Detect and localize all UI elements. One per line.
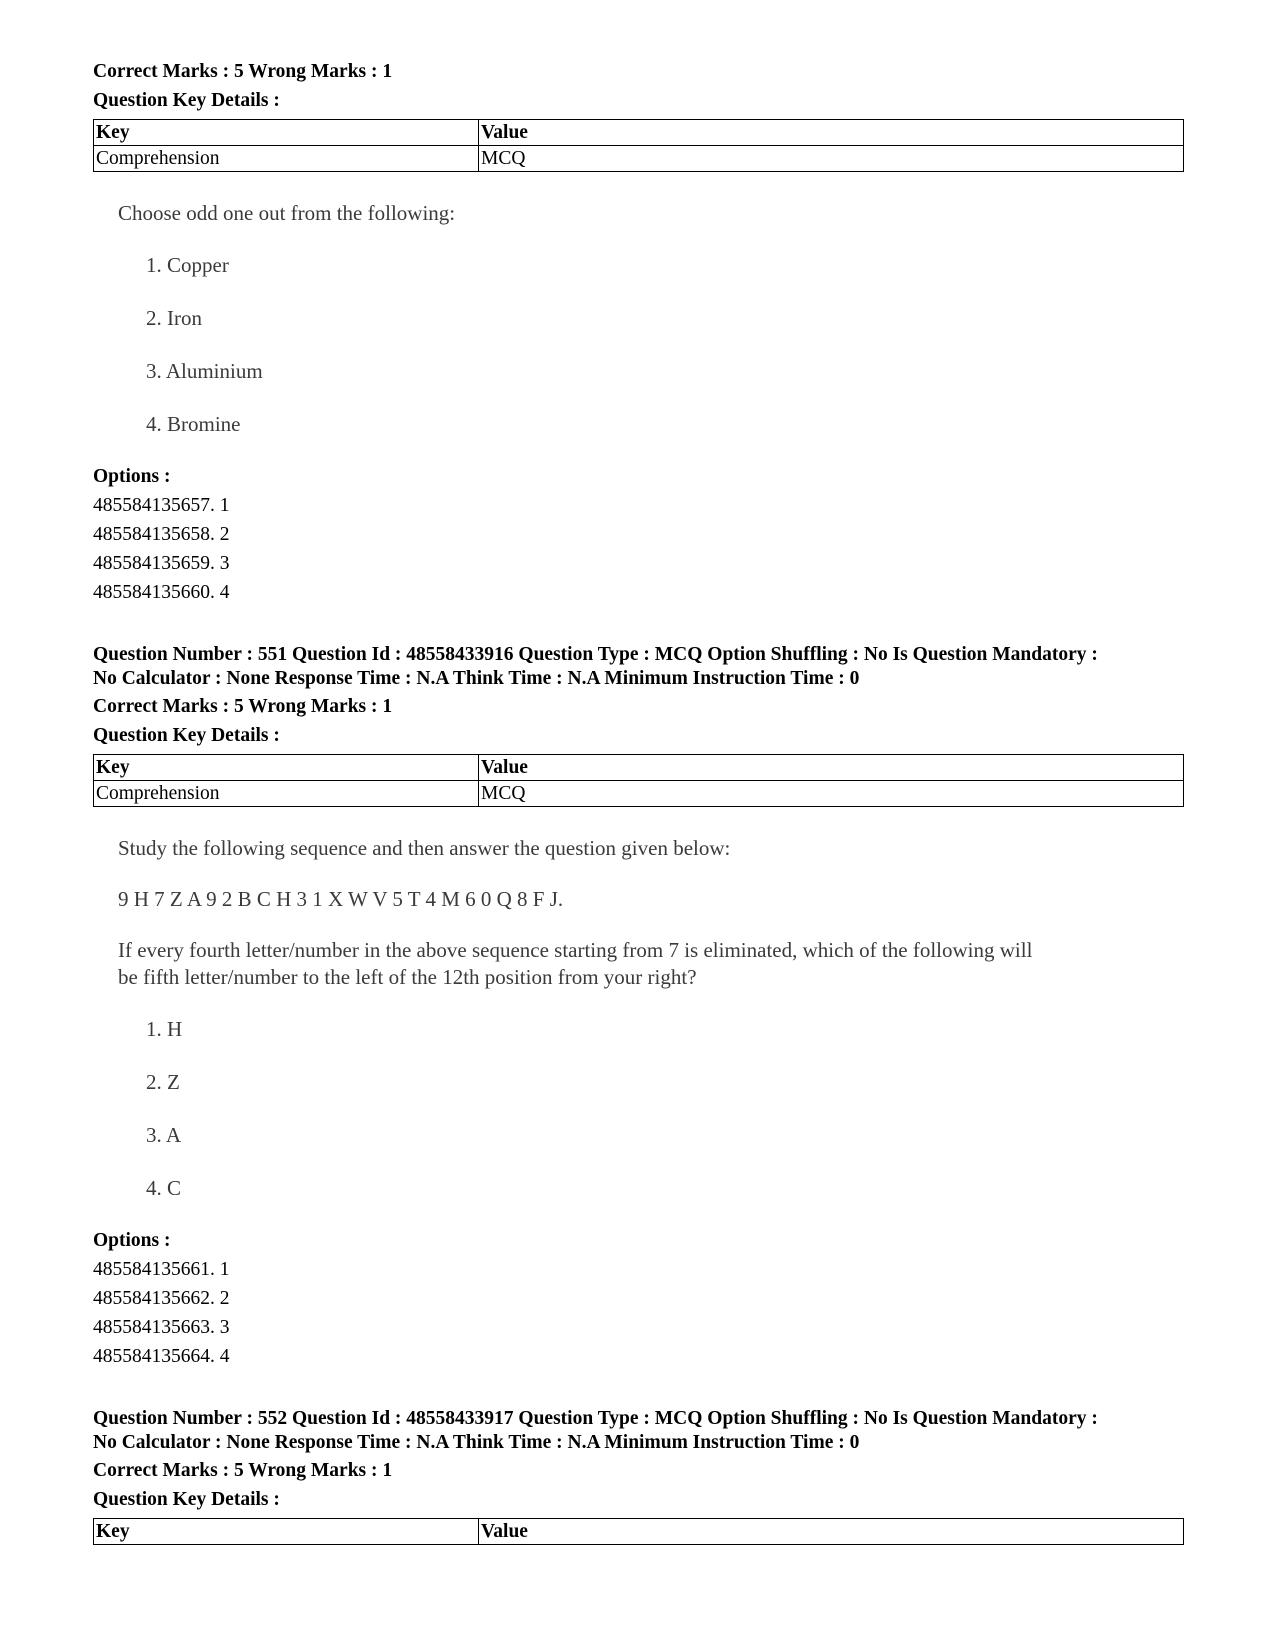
key-details-table bbox=[93, 119, 1184, 172]
option-list bbox=[93, 1255, 1183, 1371]
table-cell-key: Comprehension bbox=[94, 781, 479, 807]
choice-item: 4. C bbox=[146, 1176, 182, 1200]
table-header-row bbox=[94, 1519, 1184, 1545]
question-text: Choose odd one out from the following: bbox=[118, 201, 456, 225]
option-item: 485584135659. 3 bbox=[93, 553, 230, 574]
option-item: 485584135658. 2 bbox=[93, 524, 230, 545]
choice-item: 2. Iron bbox=[146, 306, 202, 330]
option-list bbox=[93, 491, 1183, 607]
table-row bbox=[94, 146, 1184, 172]
table-header-value: Value bbox=[479, 120, 1184, 146]
option-item: 485584135657. 1 bbox=[93, 495, 230, 516]
table-header-key: Key bbox=[94, 120, 479, 146]
question-intro: Study the following sequence and then answer the question given below: bbox=[118, 836, 731, 860]
table-row bbox=[94, 781, 1184, 807]
key-details-label: Question Key Details : bbox=[93, 90, 280, 111]
choice-item: 2. Z bbox=[146, 1070, 180, 1094]
question-meta-line: No Calculator : None Response Time : N.A Think Time : N.A Minimum Instruction Time : 0 bbox=[93, 1432, 860, 1453]
question-text: be fifth letter/number to the left of the 12th position from your right? bbox=[118, 965, 697, 989]
option-item: 485584135664. 4 bbox=[93, 1346, 230, 1367]
question-sequence: 9 H 7 Z A 9 2 B C H 3 1 X W V 5 T 4 M 6 0 Q 8 F J. bbox=[118, 887, 564, 911]
key-details-table bbox=[93, 754, 1184, 807]
question-image bbox=[118, 835, 1178, 1205]
question-image bbox=[118, 200, 718, 440]
question-meta-line: Question Number : 552 Question Id : 48558433917 Question Type : MCQ Option Shuffling : No Is Question Mandatory : bbox=[93, 1408, 1098, 1429]
key-details-label: Question Key Details : bbox=[93, 1489, 280, 1510]
key-details-table bbox=[93, 1518, 1184, 1545]
option-item: 485584135662. 2 bbox=[93, 1288, 230, 1309]
table-cell-value: MCQ bbox=[479, 146, 1184, 172]
choice-item: 3. Aluminium bbox=[146, 359, 263, 383]
options-label: Options : bbox=[93, 466, 171, 487]
table-cell-value: MCQ bbox=[479, 781, 1184, 807]
table-header-key: Key bbox=[94, 755, 479, 781]
marks-line: Correct Marks : 5 Wrong Marks : 1 bbox=[93, 61, 393, 82]
table-header-row bbox=[94, 755, 1184, 781]
table-header-value: Value bbox=[479, 1519, 1184, 1545]
table-header-value: Value bbox=[479, 755, 1184, 781]
choice-item: 4. Bromine bbox=[146, 412, 241, 436]
question-text: If every fourth letter/number in the above sequence starting from 7 is eliminated, which of the following will bbox=[118, 938, 1033, 962]
option-item: 485584135663. 3 bbox=[93, 1317, 230, 1338]
table-header-key: Key bbox=[94, 1519, 479, 1545]
option-item: 485584135661. 1 bbox=[93, 1259, 230, 1280]
option-item: 485584135660. 4 bbox=[93, 582, 230, 603]
question-meta-line: Question Number : 551 Question Id : 48558433916 Question Type : MCQ Option Shuffling : No Is Question Mandatory : bbox=[93, 644, 1098, 665]
table-header-row bbox=[94, 120, 1184, 146]
key-details-label: Question Key Details : bbox=[93, 725, 280, 746]
choice-item: 1. H bbox=[146, 1017, 183, 1041]
marks-line: Correct Marks : 5 Wrong Marks : 1 bbox=[93, 696, 393, 717]
marks-line: Correct Marks : 5 Wrong Marks : 1 bbox=[93, 1460, 393, 1481]
options-label: Options : bbox=[93, 1230, 171, 1251]
table-cell-key: Comprehension bbox=[94, 146, 479, 172]
choice-item: 1. Copper bbox=[146, 253, 229, 277]
question-meta-line: No Calculator : None Response Time : N.A Think Time : N.A Minimum Instruction Time : 0 bbox=[93, 668, 860, 689]
choice-item: 3. A bbox=[146, 1123, 182, 1147]
